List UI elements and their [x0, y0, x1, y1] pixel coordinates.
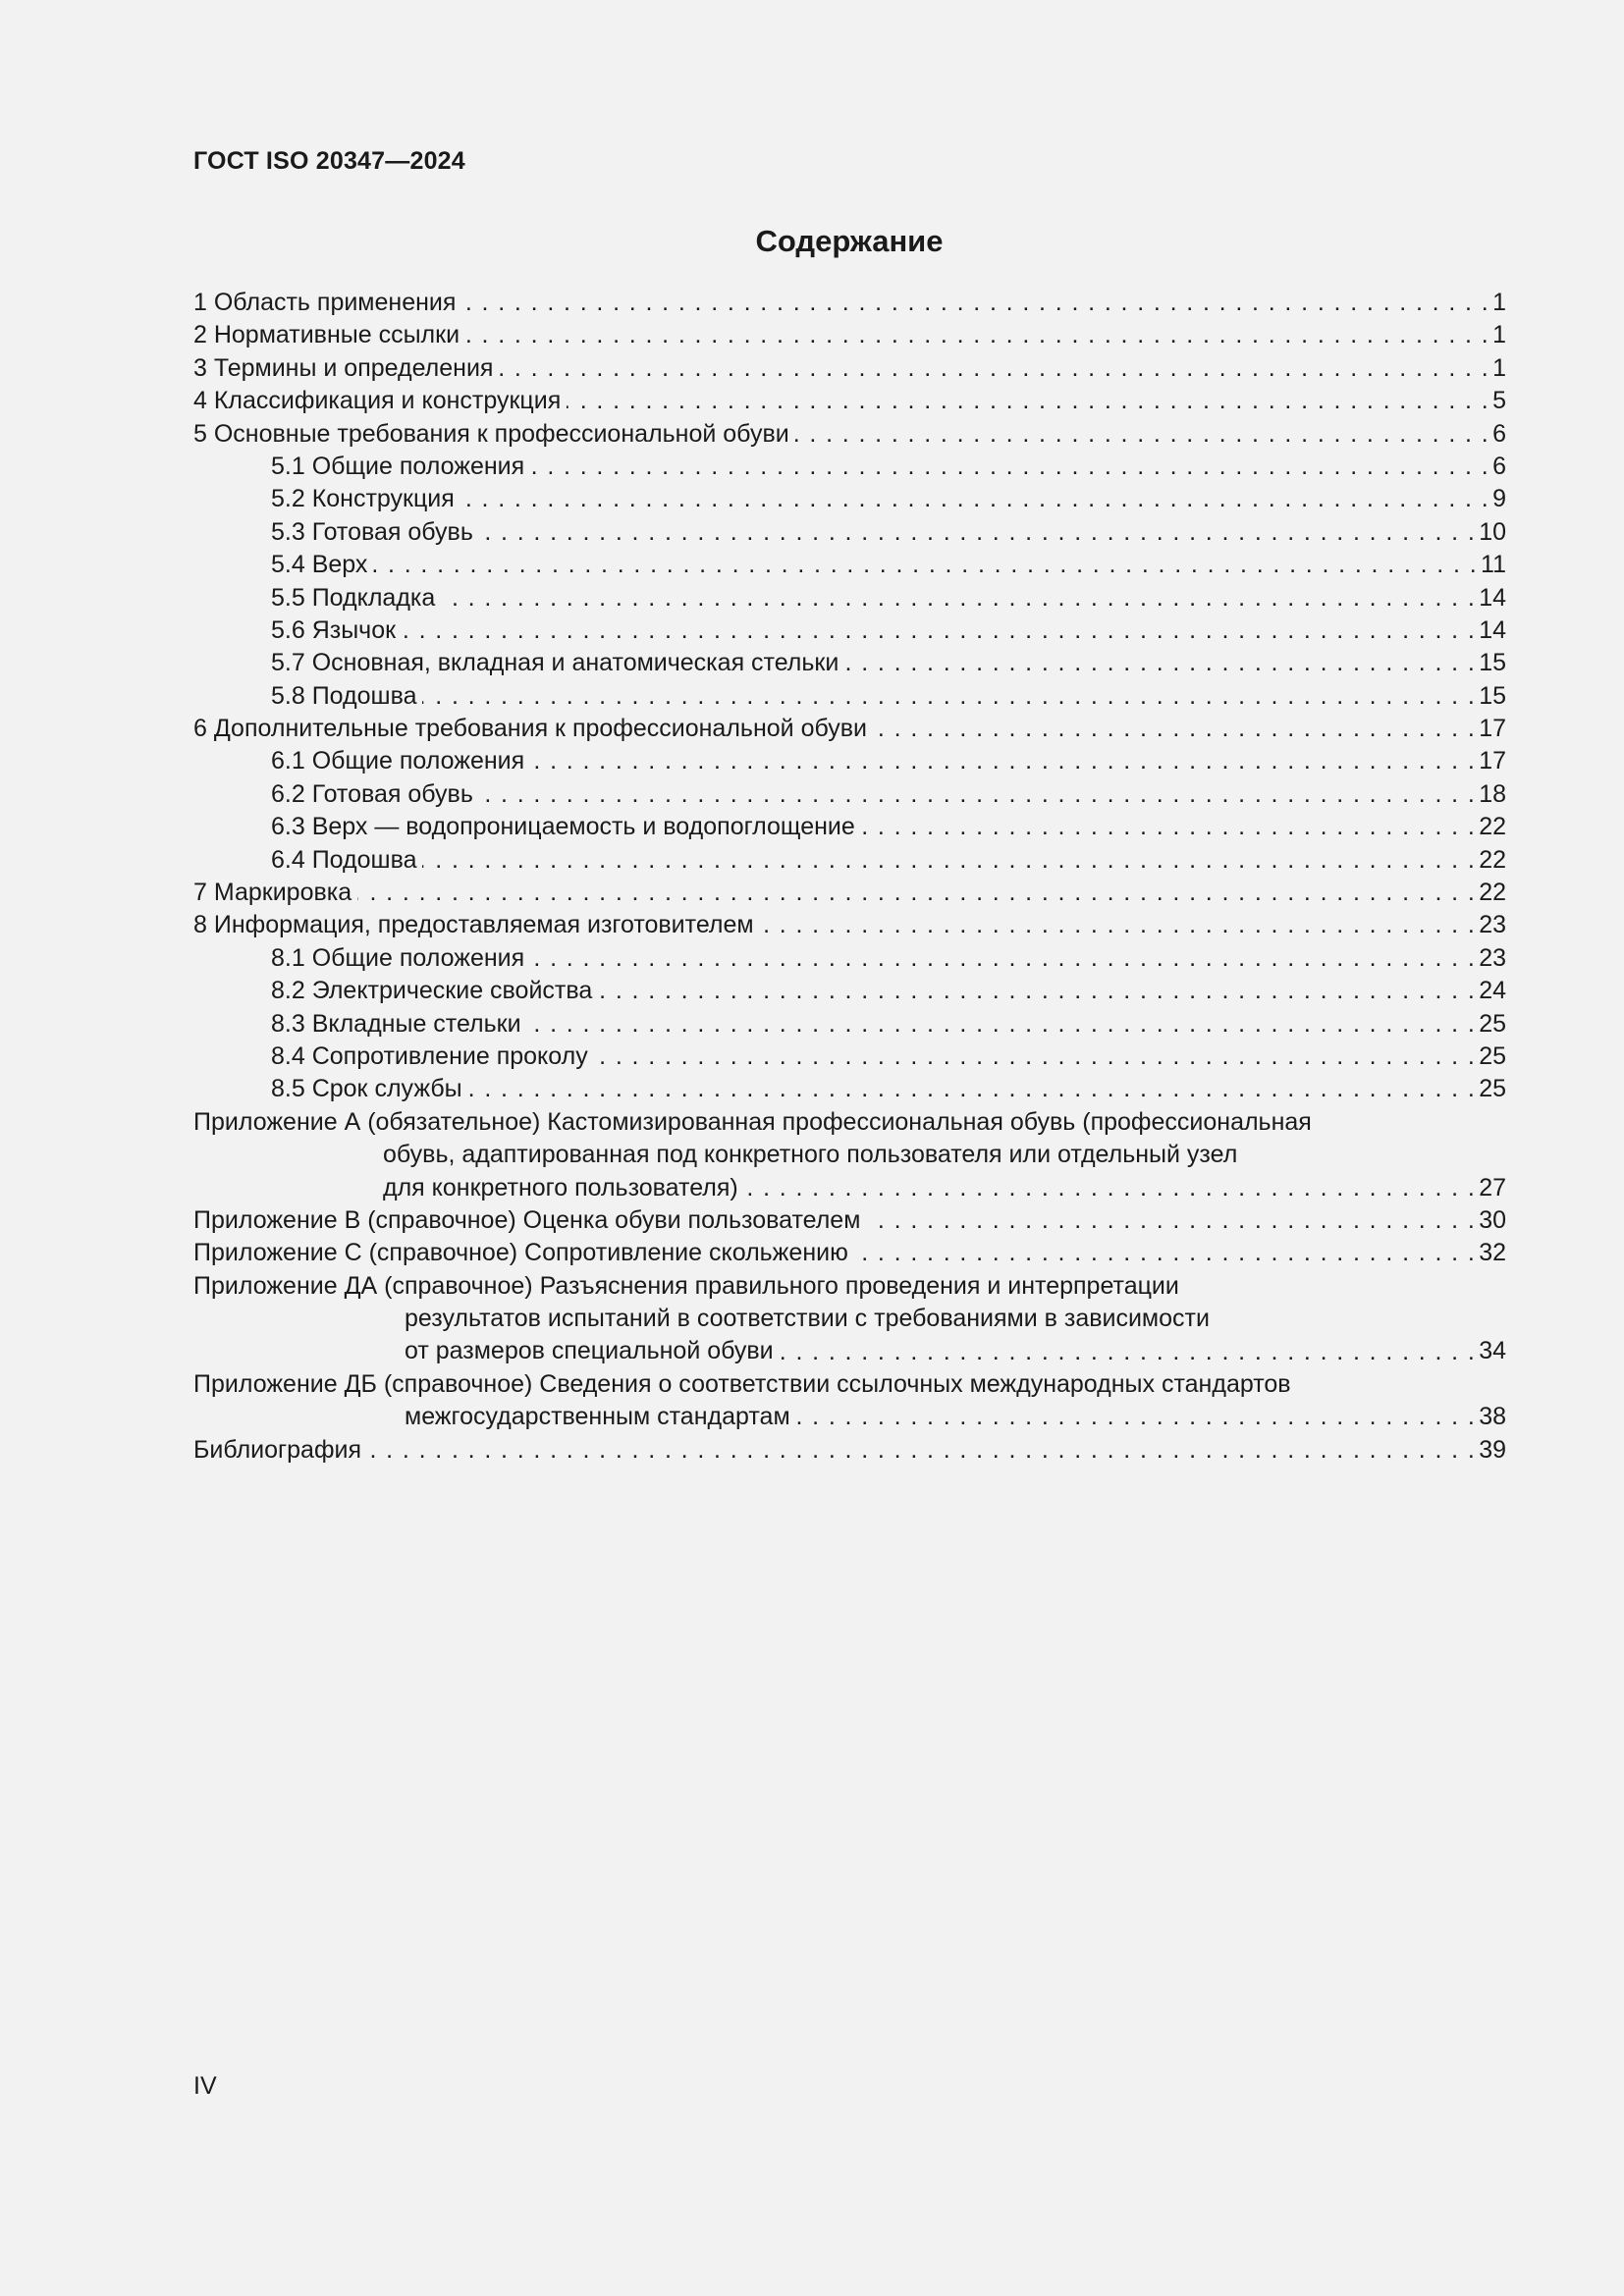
- toc-subentry[interactable]: [193, 549, 1506, 581]
- toc-entry-label: 5.2 Конструкция: [271, 485, 455, 513]
- dot-leader: [357, 877, 1476, 909]
- dot-leader: [861, 811, 1476, 843]
- toc-entry-label: 5.8 Подошва: [271, 681, 417, 710]
- toc-subentry[interactable]: [193, 516, 1506, 549]
- toc-entry-label: 2 Нормативные ссылки: [193, 321, 460, 349]
- dot-leader: [594, 1041, 1476, 1073]
- toc-entry-label: 6 Дополнительные требования к профессиональной обуви: [193, 715, 867, 743]
- toc-entry[interactable]: [193, 713, 1506, 745]
- toc-entry-label-line: межгосударственным стандартам: [405, 1403, 790, 1431]
- toc-entry-page: 14: [1479, 583, 1506, 612]
- toc-entry-page: 30: [1479, 1205, 1506, 1234]
- dot-leader: [465, 319, 1489, 351]
- toc-entry-bibliography[interactable]: [193, 1434, 1506, 1467]
- toc-entry-label: 6.1 Общие положения: [271, 747, 525, 775]
- toc-entry-label-line: Приложение ДБ (справочное) Сведения о соответствии ссылочных международных стандартов: [193, 1369, 1291, 1398]
- toc-entry-page: 25: [1479, 1009, 1506, 1038]
- toc-entry-label-line: от размеров специальной обуви: [405, 1337, 774, 1365]
- page-title: Содержание: [755, 224, 944, 258]
- toc-entry-page: 9: [1492, 485, 1506, 513]
- toc-entry-label: 6.2 Готовая обувь: [271, 779, 473, 808]
- dot-leader: [780, 1336, 1477, 1368]
- toc-entry-page: 34: [1479, 1337, 1506, 1365]
- toc-entry-page: 22: [1479, 879, 1506, 907]
- dot-leader: [530, 942, 1476, 975]
- toc-subentry[interactable]: [193, 811, 1506, 843]
- dot-leader: [422, 844, 1476, 877]
- dot-leader: [854, 1237, 1476, 1269]
- dot-leader: [479, 516, 1476, 549]
- toc-entry-page: 17: [1479, 747, 1506, 775]
- dot-leader: [441, 582, 1476, 614]
- toc-subentry[interactable]: [193, 1041, 1506, 1073]
- dot-leader: [760, 909, 1477, 941]
- dot-leader: [527, 1008, 1477, 1041]
- document-code: ГОСТ ISO 20347—2024: [193, 147, 465, 175]
- page-number: IV: [193, 2072, 217, 2100]
- toc-entry-page: 1: [1492, 288, 1506, 316]
- dot-leader: [795, 418, 1489, 451]
- toc-entry-label: 7 Маркировка: [193, 879, 352, 907]
- dot-leader: [373, 549, 1478, 581]
- toc-entry-label: 4 Классификация и конструкция: [193, 387, 562, 415]
- toc-entry-appendix-a[interactable]: [193, 1106, 1506, 1204]
- toc-entry-page: 11: [1481, 551, 1506, 579]
- toc-entry-page: 15: [1479, 681, 1506, 710]
- toc-entry-label: Приложение В (справочное) Оценка обуви пользователем: [193, 1205, 861, 1234]
- toc-entry-label: Приложение С (справочное) Сопротивление скольжению: [193, 1239, 848, 1267]
- toc-entry-label-line: Приложение ДА (справочное) Разъяснения правильного проведения и интерпретации: [193, 1271, 1179, 1300]
- dot-leader: [468, 1073, 1477, 1105]
- toc-entry-label: 8.5 Срок службы: [271, 1075, 462, 1103]
- toc-entry-label: 3 Термины и определения: [193, 353, 494, 382]
- dot-leader: [744, 1172, 1476, 1204]
- dot-leader: [530, 745, 1476, 777]
- toc-entry[interactable]: [193, 352, 1506, 385]
- toc-entry-page: 27: [1479, 1173, 1506, 1201]
- toc-entry-page: 25: [1479, 1041, 1506, 1070]
- toc-subentry[interactable]: [193, 582, 1506, 614]
- dot-leader: [866, 1204, 1476, 1237]
- toc-entry-label: 8.2 Электрические свойства: [271, 977, 593, 1005]
- toc-entry-label-line: для конкретного пользователя): [383, 1173, 738, 1201]
- toc-entry-page: 10: [1479, 517, 1506, 546]
- toc-subentry[interactable]: [193, 975, 1506, 1007]
- toc-entry-label: 8 Информация, предоставляемая изготовителем: [193, 911, 754, 939]
- toc-entry[interactable]: [193, 287, 1506, 319]
- toc-entry-page: 23: [1479, 911, 1506, 939]
- toc-entry[interactable]: [193, 418, 1506, 451]
- toc-entry-page: 22: [1479, 845, 1506, 874]
- toc-entry-appendix-db[interactable]: [193, 1368, 1506, 1434]
- toc-entry-label: Библиография: [193, 1435, 362, 1464]
- dot-leader: [422, 680, 1476, 713]
- toc-entry-page: 6: [1492, 419, 1506, 448]
- toc-subentry[interactable]: [193, 942, 1506, 975]
- toc-entry-page: 17: [1479, 715, 1506, 743]
- toc-entry-label: 5.4 Верх: [271, 551, 368, 579]
- toc-entry[interactable]: [193, 909, 1506, 941]
- toc-entry-label: 1 Область применения: [193, 288, 457, 316]
- toc-entry[interactable]: [193, 877, 1506, 909]
- toc-entry-label: 5.6 Язычок: [271, 615, 397, 644]
- toc-entry-label: 5.5 Подкладка: [271, 583, 436, 612]
- toc-entry-page: 15: [1479, 649, 1506, 677]
- toc-entry-label-line: обувь, адаптированная под конкретного пользователя или отдельный узел: [383, 1141, 1238, 1169]
- toc-entry-page: 25: [1479, 1075, 1506, 1103]
- toc-entry[interactable]: [193, 385, 1506, 417]
- toc-subentry[interactable]: [193, 745, 1506, 777]
- toc-entry-label: 5.3 Готовая обувь: [271, 517, 473, 546]
- toc-subentry[interactable]: [193, 844, 1506, 877]
- toc-subentry[interactable]: [193, 680, 1506, 713]
- toc-entry-page: 24: [1479, 977, 1506, 1005]
- toc-entry-label: 5.7 Основная, вкладная и анатомическая стельки: [271, 649, 839, 677]
- toc-entry-page: 32: [1479, 1239, 1506, 1267]
- toc-subentry[interactable]: [193, 1073, 1506, 1105]
- table-of-contents: [193, 287, 1506, 1467]
- toc-subentry[interactable]: [193, 451, 1506, 483]
- toc-entry-label-line: результатов испытаний в соответствии с требованиями в зависимости: [405, 1305, 1210, 1333]
- dot-leader: [461, 287, 1489, 319]
- toc-entry-label: 6.3 Верх — водопроницаемость и водопоглощение: [271, 813, 855, 841]
- dot-leader: [402, 614, 1476, 647]
- toc-subentry[interactable]: [193, 614, 1506, 647]
- toc-entry-label-line: Приложение А (обязательное) Кастомизированная профессиональная обувь (профессиональная: [193, 1107, 1312, 1136]
- toc-entry-page: 39: [1479, 1435, 1506, 1464]
- toc-entry-page: 14: [1479, 615, 1506, 644]
- dot-leader: [598, 975, 1476, 1007]
- toc-entry-page: 23: [1479, 943, 1506, 972]
- toc-entry-page: 1: [1492, 353, 1506, 382]
- toc-entry-label: 8.3 Вкладные стельки: [271, 1009, 521, 1038]
- dot-leader: [530, 451, 1489, 483]
- toc-entry[interactable]: [193, 319, 1506, 351]
- dot-leader: [460, 483, 1489, 515]
- dot-leader: [479, 778, 1476, 811]
- toc-entry-page: 6: [1492, 452, 1506, 480]
- toc-entry-page: 22: [1479, 813, 1506, 841]
- dot-leader: [499, 352, 1489, 385]
- toc-entry-appendix-b[interactable]: [193, 1204, 1506, 1237]
- dot-leader: [567, 385, 1489, 417]
- dot-leader: [367, 1434, 1476, 1467]
- toc-entry-label: 8.1 Общие положения: [271, 943, 525, 972]
- toc-subentry[interactable]: [193, 1008, 1506, 1041]
- toc-subentry[interactable]: [193, 483, 1506, 515]
- dot-leader: [796, 1401, 1477, 1433]
- toc-entry-label: 8.4 Сопротивление проколу: [271, 1041, 588, 1070]
- toc-entry-label: 5 Основные требования к профессиональной обуви: [193, 419, 789, 448]
- dot-leader: [844, 647, 1476, 679]
- toc-entry-appendix-da[interactable]: [193, 1270, 1506, 1368]
- toc-entry-label: 5.1 Общие положения: [271, 452, 525, 480]
- toc-subentry[interactable]: [193, 778, 1506, 811]
- toc-entry-page: 1: [1492, 321, 1506, 349]
- toc-entry-page: 18: [1479, 779, 1506, 808]
- toc-subentry[interactable]: [193, 647, 1506, 679]
- toc-entry-page: 5: [1492, 387, 1506, 415]
- toc-entry-page: 38: [1479, 1403, 1506, 1431]
- toc-entry-label: 6.4 Подошва: [271, 845, 417, 874]
- dot-leader: [873, 713, 1476, 745]
- toc-entry-appendix-c[interactable]: [193, 1237, 1506, 1269]
